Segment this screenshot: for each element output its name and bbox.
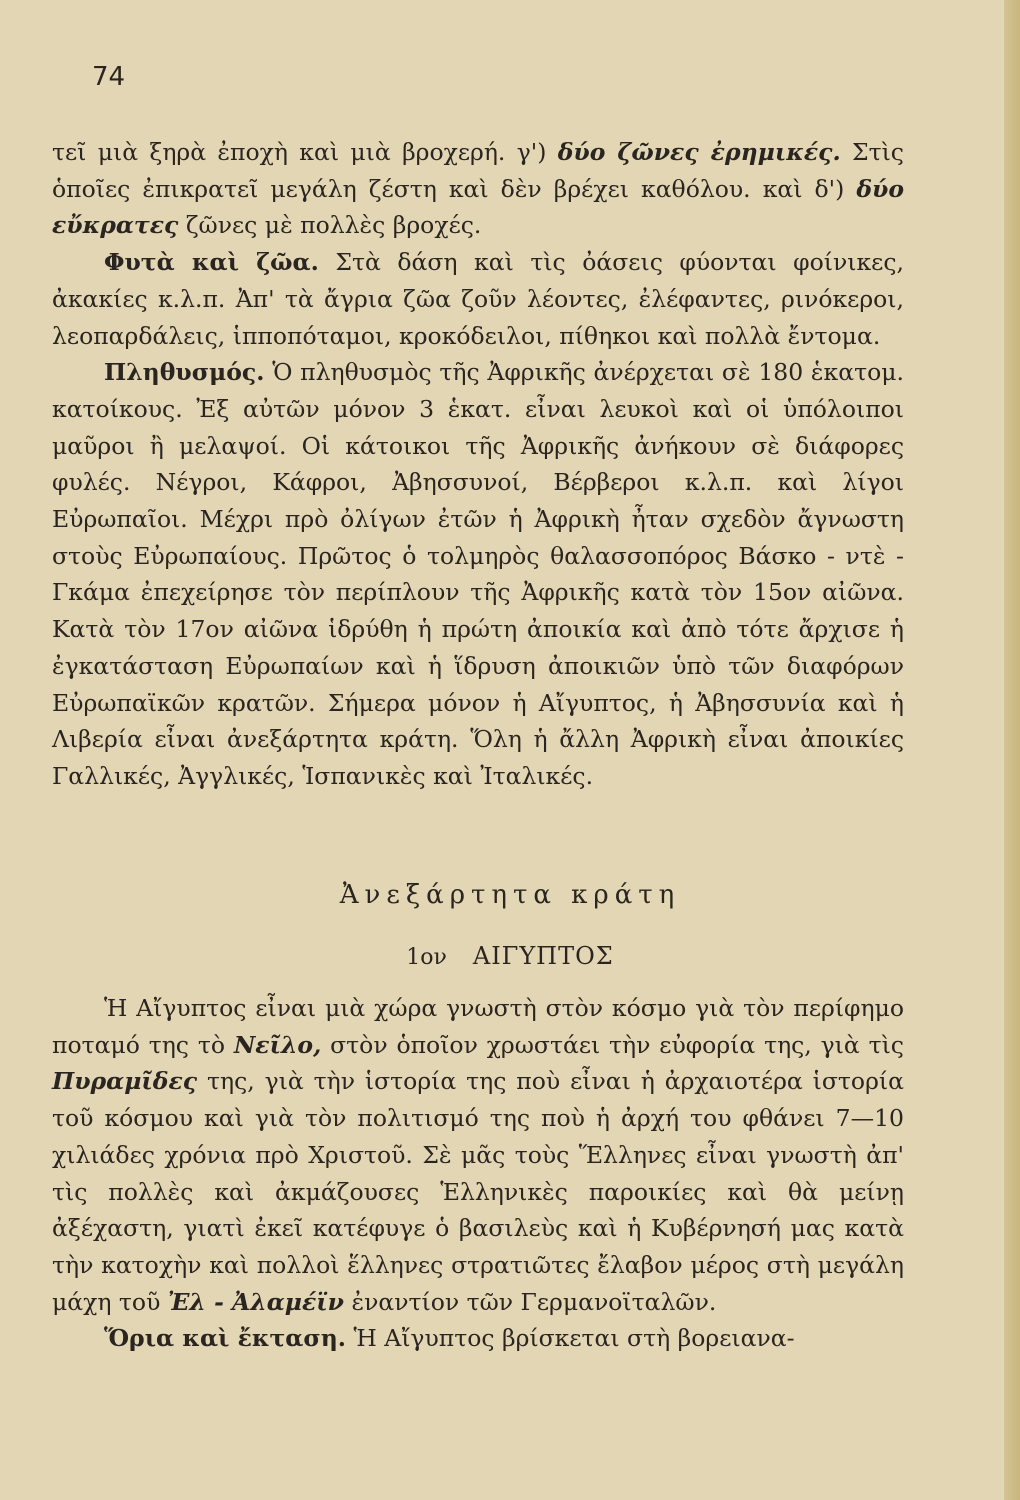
- paragraph-population: [52, 354, 904, 794]
- climate-text-a: τεῖ μιὰ ξηρὰ ἐποχὴ καὶ μιὰ βροχερή. γ'): [52, 138, 547, 166]
- section-egypt-text: [52, 990, 904, 1357]
- egypt-text-c: στὸν ὁποῖον χρωστάει τὴν εὐφορία της, γιὰ τὶς: [330, 1030, 904, 1059]
- egypt-text-e: της, γιὰ τὴν ἱστορία της ποὺ εἶναι ἡ ἀρχαιοτέρα ἱστορία τοῦ κόσμου καὶ γιὰ τὸν πολιτισμό της ποὺ ἡ ἀρχή του φθάνει 7—10 χιλιάδες χρόνια πρὸ Χριστοῦ. Σὲ μᾶς τοὺς Ἕλληνες εἶναι γνωστὴ ἀπ' τὶς πολλὲς καὶ ἀκμάζουσες Ἑλληνικὲς παροικίες καὶ θὰ μείνῃ ἀξέχαστη, γιατὶ ἐκεῖ κατέφυγε ὁ βασιλεὺς καὶ ἡ Κυβέρνησή μας κατὰ τὴν κατοχὴν καὶ πολλοὶ ἕλληνες στρατιῶτες ἔλαβον μέρος στὴ μεγάλη μάχη τοῦ: [52, 1067, 904, 1316]
- egypt-text-g: ἐναντίον τῶν Γερμανοϊταλῶν.: [351, 1287, 717, 1316]
- desert-zones-term: δύο ζῶνες ἐρημικές.: [557, 138, 841, 166]
- section-africa-text: [52, 134, 904, 795]
- borders-title: Ὅρια καὶ ἔκταση.: [104, 1324, 346, 1353]
- page-number: 74: [92, 62, 126, 92]
- paragraph-egypt-intro: [52, 990, 904, 1320]
- paragraph-climate: [52, 134, 904, 244]
- country-heading: [0, 942, 1020, 970]
- climate-text-c: Στὶς ὁποῖες ἐπικρατεῖ μεγάλη ζέστη καὶ δὲν βρέχει καθόλου. καὶ δ'): [52, 138, 904, 203]
- el-alamein-term: Ἐλ - Ἀλαμέϊν: [167, 1287, 344, 1316]
- borders-text: Ἡ Αἴγυπτος βρίσκεται στὴ βορειανα-: [353, 1324, 795, 1353]
- paragraph-borders: [52, 1320, 904, 1357]
- egypt-text-a: Ἡ Αἴγυπτος εἶναι μιὰ χώρα γνωστὴ στὸν κόσμο γιὰ τὸν περίφημο ποταμό της τὸ: [52, 994, 904, 1059]
- flora-fauna-text: Στὰ δάση καὶ τὶς ὀάσεις φύονται φοίνικες, ἀκακίες κ.λ.π. Ἀπ' τὰ ἄγρια ζῶα ζοῦν λέοντες, ἐλέφαντες, ρινόκεροι, λεοπαρδάλεις, ἱπποπόταμοι, κροκόδειλοι, πίθηκοι καὶ πολλὰ ἔντομα.: [52, 248, 904, 350]
- population-text: Ὁ πληθυσμὸς τῆς Ἀφρικῆς ἀνέρχεται σὲ 180 ἑκατομ. κατοίκους. Ἐξ αὐτῶν μόνον 3 ἑκατ. εἶναι λευκοὶ καὶ οἱ ὑπόλοιποι μαῦροι ἢ μελαψοί. Οἱ κάτοικοι τῆς Ἀφρικῆς ἀνήκουν σὲ διάφορες φυλές. Νέγροι, Κάφροι, Ἀβησσυνοί, Βέρβεροι κ.λ.π. καὶ λίγοι Εὐρωπαῖοι. Μέχρι πρὸ ὀλίγων ἐτῶν ἡ Ἀφρικὴ ἦταν σχεδὸν ἄγνωστη στοὺς Εὐρωπαίους. Πρῶτος ὁ τολμηρὸς θαλασσοπόρος Βάσκο - ντὲ - Γκάμα ἐπεχείρησε τὸν περίπλουν τῆς Ἀφρικῆς κατὰ τὸν 15ον αἰῶνα. Κατὰ τὸν 17ον αἰῶνα ἱδρύθη ἡ πρώτη ἀποικία καὶ ἀπὸ τότε ἄρχισε ἡ ἐγκατάσταση Εὐρωπαίων καὶ ἡ ἵδρυση ἀποικιῶν ὑπὸ τῶν διαφόρων Εὐρωπαϊκῶν κρατῶν. Σήμερα μόνον ἡ Αἴγυπτος, ἡ Ἀβησσυνία καὶ ἡ Λιβερία εἶναι ἀνεξάρτητα κράτη. Ὅλη ἡ ἄλλη Ἀφρικὴ εἶναι ἀποικίες Γαλλικές, Ἀγγλικές, Ἱσπανικὲς καὶ Ἰταλικές.: [52, 358, 904, 790]
- climate-text-e: ζῶνες μὲ πολλὲς βροχές.: [185, 211, 482, 240]
- pyramids-term: Πυραμῖδες: [52, 1067, 198, 1096]
- nile-term: Νεῖλο,: [233, 1030, 322, 1059]
- paragraph-flora-fauna: [52, 244, 904, 354]
- flora-fauna-title: Φυτὰ καὶ ζῶα.: [104, 248, 319, 277]
- country-ordinal: 1ον: [406, 945, 447, 970]
- page-edge: [1004, 0, 1020, 1500]
- section-heading: Ἀνεξάρτητα κράτη: [339, 880, 681, 910]
- population-title: Πληθυσμός.: [104, 358, 265, 387]
- country-name: ΑΙΓΥΠΤΟΣ: [472, 942, 614, 970]
- temperate-term: δύο εὔκρατες: [52, 174, 904, 240]
